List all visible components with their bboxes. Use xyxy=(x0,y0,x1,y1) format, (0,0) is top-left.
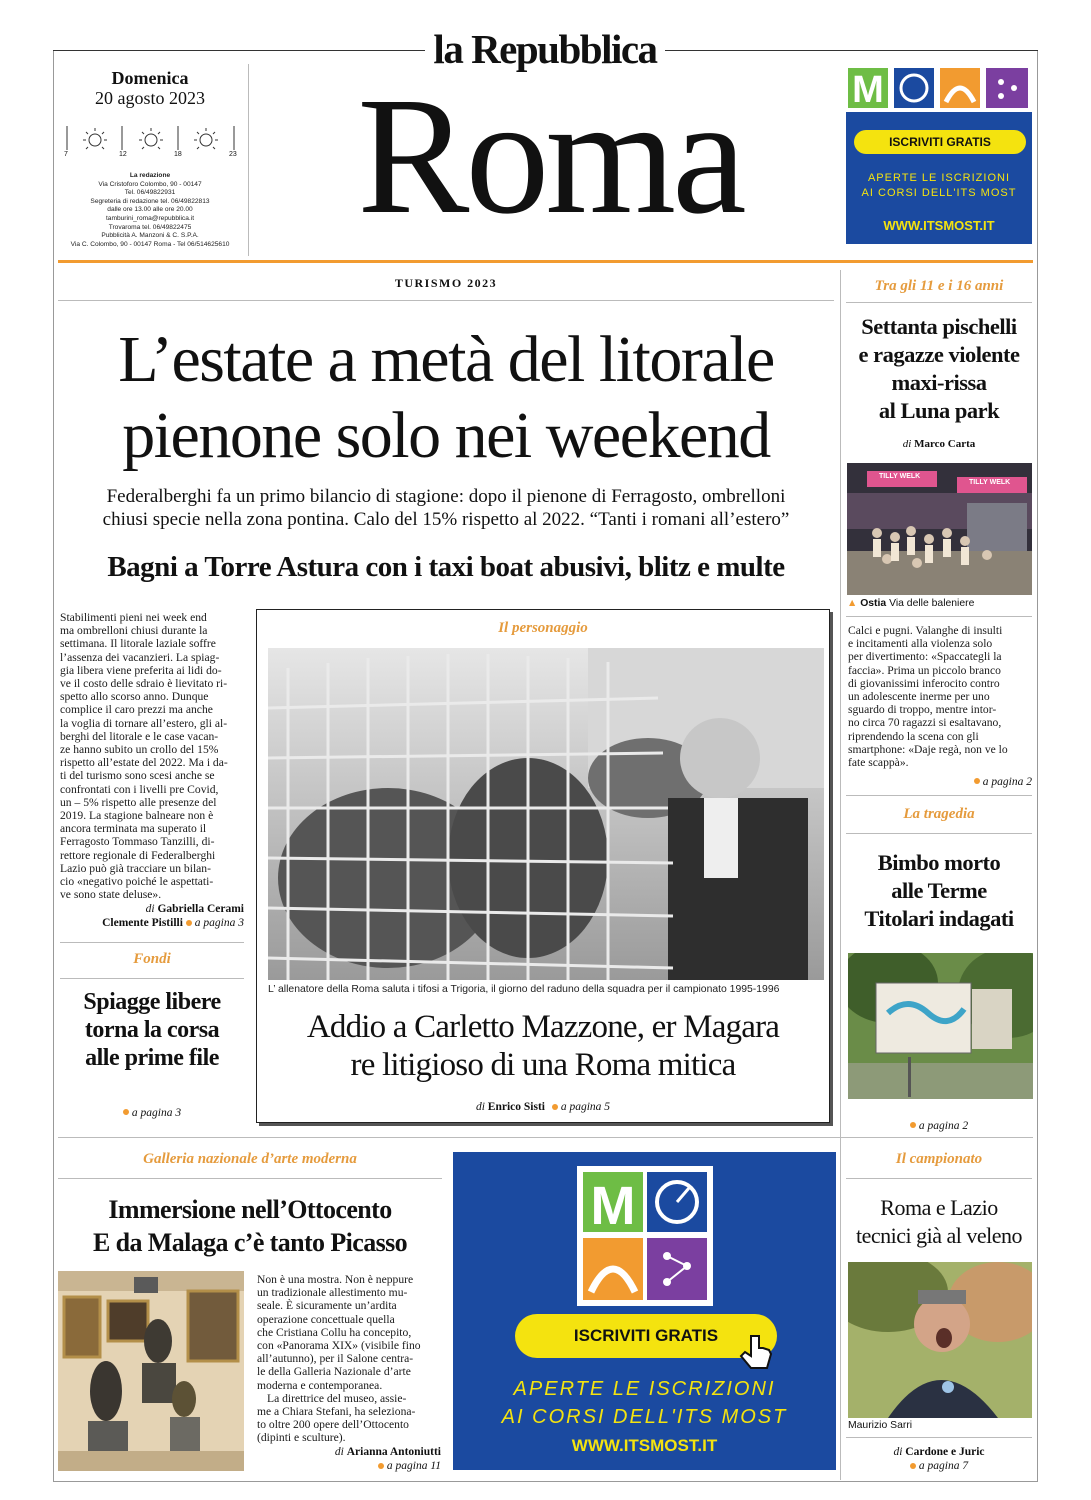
lead-body-line: cio «negativo poiché le aspettati- xyxy=(60,875,214,889)
rissa-page-link[interactable]: a pagina 2 xyxy=(982,776,1032,788)
page-border-left xyxy=(53,50,54,1482)
ad-bottom-button[interactable]: ISCRIVITI GRATIS xyxy=(515,1314,777,1358)
rissa-body-line: faccia». Prima un piccolo branco xyxy=(848,663,1001,677)
gnam-kicker: Galleria nazionale d’arte moderna xyxy=(143,1151,357,1167)
most-logo-large xyxy=(577,1166,713,1306)
tragedia-headline-line: Bimbo morto xyxy=(877,850,1001,875)
redazione-line: Tel. 06/49822931 xyxy=(124,189,176,197)
ad-top-url[interactable]: WWW.ITSMOST.IT xyxy=(883,218,995,233)
weather-suns xyxy=(64,122,240,162)
lead-body-line: un – 5% rispetto alle presenze del xyxy=(60,795,217,809)
tragedia-page-ref[interactable] xyxy=(846,1114,1032,1133)
gnam-body-line: seale. È sicuramente un’ardita xyxy=(257,1299,397,1313)
rissa-body-line: smartphone: «Daje regà, non ve lo xyxy=(848,742,1008,756)
byline-di: di xyxy=(902,438,912,450)
redazione-line: Via Cristoforo Colombo, 90 - 00147 xyxy=(98,180,202,188)
lead-body-line: Ferragosto Tommaso Tanzilli, di- xyxy=(60,835,215,849)
rissa-photo-caption xyxy=(847,598,1033,609)
ad-top[interactable] xyxy=(846,64,1032,244)
rissa-page-ref[interactable] xyxy=(846,770,1032,789)
gnam-page-link[interactable]: a pagina 11 xyxy=(386,1460,441,1472)
campionato-rule xyxy=(846,1178,1032,1179)
personaggio-page-link[interactable]: a pagina 5 xyxy=(560,1101,611,1113)
lead-body-line: gia libera viene preferita ai lidi do- xyxy=(60,663,222,677)
tragedia-headline-line: alle Terme xyxy=(891,878,987,903)
rissa-body-line: no circa 70 ragazzi si esaltavano, xyxy=(848,716,1002,730)
lead-body-line: 2019. La stagione balneare non è xyxy=(60,809,214,823)
mazzone-photo[interactable] xyxy=(268,648,824,980)
brand-rule-right xyxy=(665,50,1038,51)
lead-body xyxy=(60,611,244,901)
rissa-headline[interactable] xyxy=(846,313,1032,425)
lead-body-line: ve il costo delle sdraio è lievitato ri- xyxy=(60,677,228,691)
lead-body-line: confrontati con i livelli pre Covid, xyxy=(60,782,219,796)
fondi-headline-line: alle prime file xyxy=(85,1045,219,1071)
weather-hour: 12 xyxy=(119,151,127,158)
campionato-byline-rule xyxy=(846,1437,1032,1438)
bullet-icon xyxy=(974,778,980,784)
lead-author-1: Gabriella Cerami xyxy=(157,903,244,915)
lead-body-line: ma ombrelloni chiusi durante la xyxy=(60,624,208,638)
fondi-kicker: Fondi xyxy=(133,951,171,967)
gnam-headline-1[interactable]: Immersione nell’Ottocento xyxy=(108,1195,392,1224)
lead-author-2: Clemente Pistilli xyxy=(102,917,183,929)
campionato-headline[interactable] xyxy=(846,1194,1032,1250)
fondi-page-link[interactable]: a pagina 3 xyxy=(131,1107,182,1119)
lead-body-line: Lazio può già tracciare un bilan- xyxy=(60,861,211,875)
byline-di: di xyxy=(145,903,155,915)
ad-bottom-url[interactable]: WWW.ITSMOST.IT xyxy=(571,1436,718,1455)
fondi-rule-top xyxy=(60,942,244,943)
bullet-icon xyxy=(910,1122,916,1128)
redazione-line: Trovaroma tel. 06/49822475 xyxy=(108,223,192,231)
edition-city: Roma xyxy=(357,63,743,249)
lead-page-link[interactable]: a pagina 3 xyxy=(194,917,244,929)
bullet-icon xyxy=(123,1109,129,1115)
gnam-body-line: moderna e contemporanea. xyxy=(257,1378,383,1392)
tragedia-headline-line: Titolari indagati xyxy=(864,906,1014,931)
rissa-body-line: fate scappà». xyxy=(848,756,909,770)
lead-body-line: berghi del litorale e le case vacan- xyxy=(60,729,219,743)
terme-photo[interactable] xyxy=(848,953,1033,1099)
redazione-line: dalle ore 13.00 alle ore 20.00 xyxy=(107,206,193,214)
rissa-body-line: riprendendo la scena con gli xyxy=(848,729,979,743)
lunapark-sign: TILLY WELK xyxy=(879,473,921,480)
bullet-icon xyxy=(910,1463,916,1469)
tragedia-kicker: La tragedia xyxy=(903,806,975,822)
fondi-headline-line: torna la corsa xyxy=(84,1017,220,1043)
lunapark-sign: TILLY WELK xyxy=(969,479,1011,486)
date-full: 20 agosto 2023 xyxy=(95,88,205,108)
section-label: TURISMO 2023 xyxy=(394,276,498,290)
svg-text:M: M xyxy=(852,69,884,111)
lead-summary-1: Federalberghi fa un primo bilancio di stagione: dopo il pienone di Ferragosto, ombrelloni xyxy=(106,486,786,507)
redazione-line: Via C. Colombo, 90 - 00147 Roma - Tel 06/514625610 xyxy=(70,240,230,248)
masthead-orange-rule xyxy=(58,260,1033,263)
personaggio-caption: L’ allenatore della Roma saluta i tifosi a Trigoria, il giorno del raduno della squadra per il campionato 1995-1996 xyxy=(268,984,780,995)
redazione-block xyxy=(60,172,240,249)
gnam-byline xyxy=(257,1445,441,1473)
bottom-section-rule xyxy=(58,1137,1033,1138)
tragedia-page-link[interactable]: a pagina 2 xyxy=(918,1120,969,1132)
lead-headline-1[interactable]: L’estate a metà del litorale xyxy=(118,323,774,396)
gnam-body-line: con «Panorama XIX» (visibile fino xyxy=(257,1339,421,1353)
date-day: Domenica xyxy=(111,68,189,88)
gnam-body xyxy=(257,1273,441,1445)
personaggio-byline xyxy=(258,1101,828,1113)
ad-top-line1: APERTE LE ISCRIZIONI xyxy=(867,172,1011,184)
ad-bottom-line2: AI CORSI DELL'ITS MOST xyxy=(501,1406,788,1428)
lead-body-line: complice il caro prezzi ma anche xyxy=(60,703,213,717)
rissa-author: Marco Carta xyxy=(914,438,976,450)
redazione-title: La redazione xyxy=(129,172,171,179)
rissa-body-line: un adolescente inerme per uno xyxy=(848,690,990,704)
gnam-rule xyxy=(58,1178,442,1179)
rissa-body-line: sguardo di troppo, mentre intor- xyxy=(848,703,997,717)
masthead-divider xyxy=(248,64,249,256)
ad-top-button[interactable]: ISCRIVITI GRATIS xyxy=(854,130,1026,154)
tragedia-headline[interactable] xyxy=(846,849,1032,933)
section-rule xyxy=(58,300,834,301)
lead-body-line: ve sono state deluse». xyxy=(60,888,162,902)
bullet-icon xyxy=(552,1104,558,1110)
brand-name[interactable]: la Repubblica xyxy=(433,26,657,72)
rissa-body-line: e incitamenti alla violenza solo xyxy=(848,637,993,651)
page-border-bottom xyxy=(53,1481,1038,1482)
gnam-body-line: (dipinti e sculture). xyxy=(257,1431,346,1445)
fondi-page-ref[interactable] xyxy=(60,1101,244,1120)
byline-di: di xyxy=(334,1446,344,1458)
fondi-rule xyxy=(60,978,244,979)
campionato-headline-line: tecnici già al veleno xyxy=(855,1223,1023,1248)
sun-icon xyxy=(139,128,163,149)
lead-body-line: ancora terminata ma superato il xyxy=(60,822,207,836)
lead-body-line: rispetto all’estate del 2022. Ma i da- xyxy=(60,756,228,770)
lead-body-line: spetto allo scorso anno. Dunque xyxy=(60,690,209,704)
bullet-icon xyxy=(186,920,192,926)
rissa-body-line: Calci e pugni. Valanghe di insulti xyxy=(848,624,1003,637)
campionato-page-link[interactable]: a pagina 7 xyxy=(918,1460,969,1472)
svg-text:M: M xyxy=(590,1176,636,1236)
byline-di: di xyxy=(475,1101,485,1113)
gnam-body-line: me a Chiara Stefani, ha seleziona- xyxy=(257,1405,416,1419)
campionato-headline-line: Roma e Lazio xyxy=(880,1195,998,1220)
lead-body-line: ti del turismo sono scesi anche se xyxy=(60,769,215,783)
rissa-body-line: di giovanissimi inferocito contro xyxy=(848,676,1000,690)
campionato-authors: Cardone e Juric xyxy=(905,1446,985,1458)
ad-bottom[interactable] xyxy=(453,1152,836,1470)
gallery-photo[interactable] xyxy=(58,1271,244,1471)
fondi-headline[interactable] xyxy=(60,988,244,1072)
most-logo xyxy=(846,64,1032,112)
byline-di: di xyxy=(893,1446,903,1458)
gnam-body-line: to oltre 200 opere dell’Ottocento xyxy=(257,1418,409,1432)
pointer-hand-icon xyxy=(737,1332,777,1372)
rissa-caption-rest: Via delle baleniere xyxy=(889,598,975,609)
lead-body-line: la voglia di tornare all’estero, gli al- xyxy=(60,716,228,730)
gnam-body-line: Non è una mostra. Non è neppure xyxy=(257,1273,414,1286)
redazione-line: Pubblicità A. Manzoni & C. S.P.A. xyxy=(101,232,199,240)
right-column-rule xyxy=(840,270,841,1480)
gnam-body-line: le della Galleria Nazionale d’arte xyxy=(257,1365,411,1379)
rissa-headline-line: Settanta pischelli xyxy=(861,314,1017,339)
sun-icon xyxy=(83,128,107,149)
rissa-headline-line: al Luna park xyxy=(878,398,1000,423)
brand-rule-left xyxy=(53,50,425,51)
rissa-rule xyxy=(846,302,1032,303)
personaggio-headline-2[interactable]: re litigioso di una Roma mitica xyxy=(350,1047,736,1083)
page-border-right xyxy=(1037,50,1038,1482)
gnam-body-line: un tradizionale allestimento mu- xyxy=(257,1286,408,1300)
lead-headline-2[interactable]: pienone solo nei weekend xyxy=(122,399,770,472)
weather-hour: 7 xyxy=(64,151,68,158)
lead-summary-2: chiusi specie nella zona pontina. Calo del 15% rispetto al 2022. “Tanti i romani all’estero” xyxy=(102,509,790,530)
bullet-icon xyxy=(378,1463,384,1469)
rissa-headline-line: maxi-rissa xyxy=(891,370,987,395)
weather-hour: 18 xyxy=(174,151,182,158)
campionato-byline xyxy=(846,1445,1032,1473)
gnam-author: Arianna Antoniutti xyxy=(346,1446,441,1458)
sarri-photo[interactable] xyxy=(848,1262,1032,1418)
rissa-byline xyxy=(846,438,1032,450)
gnam-body-line: all’autunno), per il Salone centra- xyxy=(257,1352,414,1366)
tragedia-rule xyxy=(846,833,1032,834)
sarri-caption: Maurizio Sarri xyxy=(848,1420,913,1431)
ad-bottom-line1: APERTE LE ISCRIZIONI xyxy=(513,1378,776,1400)
redazione-line: tamburini_roma@repubblica.it xyxy=(105,214,195,222)
ad-top-line2: AI CORSI DELL'ITS MOST xyxy=(861,187,1017,199)
rissa-headline-line: e ragazze violente xyxy=(858,342,1020,367)
lead-body-line: rettore regionale di Federalberghi xyxy=(60,848,216,862)
gnam-body-line: operazione concettuale quella xyxy=(257,1312,395,1326)
rissa-body xyxy=(848,624,1032,769)
weather-strip xyxy=(64,122,240,162)
triangle-icon: ▲ xyxy=(847,598,858,609)
campionato-kicker: Il campionato xyxy=(895,1151,983,1167)
lunapark-photo[interactable] xyxy=(847,463,1032,595)
rissa-body-rule xyxy=(846,616,1032,617)
tragedia-rule-top xyxy=(846,795,1032,796)
personaggio-author: Enrico Sisti xyxy=(487,1101,545,1113)
personaggio-headline-1[interactable]: Addio a Carletto Mazzone, er Magara xyxy=(306,1009,780,1045)
lead-body-line: settimana. Il litorale laziale soffre xyxy=(60,637,216,651)
lead-byline xyxy=(60,902,244,930)
redazione-line: Segreteria di redazione tel. 06/49822813 xyxy=(90,197,210,205)
rissa-body-line: per divertimento: «Spaccategli la xyxy=(848,650,1002,664)
rissa-kicker: Tra gli 11 e i 16 anni xyxy=(874,278,1004,294)
personaggio-kicker: Il personaggio xyxy=(498,620,588,636)
sun-icon xyxy=(194,128,218,149)
rissa-caption-place: Ostia xyxy=(860,598,887,609)
lead-body-line: l’assenza dei vacanzieri. La spiag- xyxy=(60,650,220,664)
weather-hour: 23 xyxy=(229,151,237,158)
lead-body-line: ze hanno subito un crollo del 15% xyxy=(60,743,219,757)
gnam-headline-2[interactable]: E da Malaga c’è tanto Picasso xyxy=(92,1228,408,1257)
gnam-body-line: che Cristiana Collu ha concepito, xyxy=(257,1325,412,1339)
lead-body-line: Stabilimenti pieni nei week end xyxy=(60,611,207,624)
lead-subhead[interactable]: Bagni a Torre Astura con i taxi boat abusivi, blitz e multe xyxy=(107,551,785,583)
gnam-body-line: La direttrice del museo, assie- xyxy=(267,1391,407,1405)
fondi-headline-line: Spiagge libere xyxy=(83,989,221,1015)
